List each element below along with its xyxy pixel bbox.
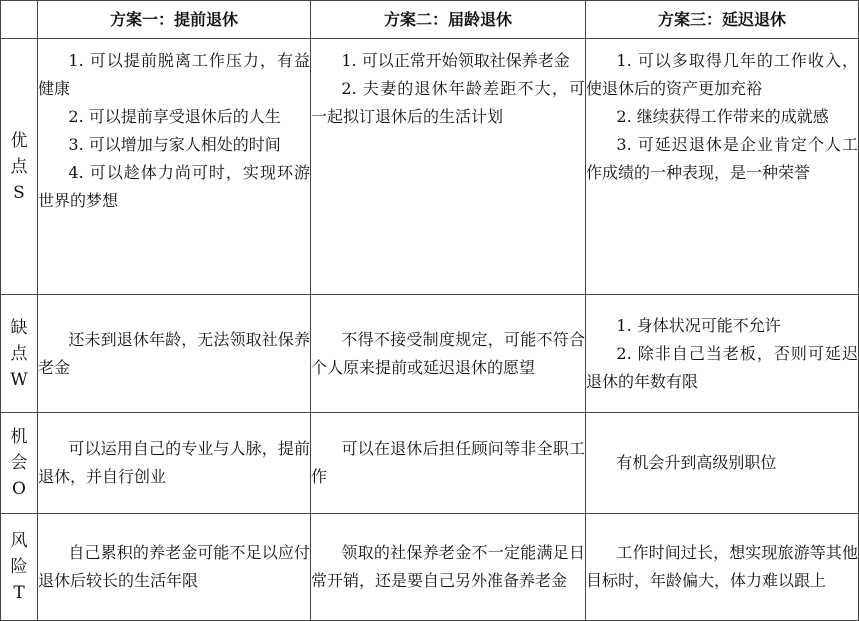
cell-weaknesses-plan-1: 还未到退休年龄，无法领取社保养老金: [38, 295, 311, 413]
cell-threats-plan-2: 领取的社保养老金不一定能满足日常开销，还是要自己另外准备养老金: [311, 514, 586, 621]
cell-opportunities-plan-2: 可以在退休后担任顾问等非全职工作: [311, 413, 586, 514]
row-opportunities: [1, 413, 859, 514]
row-weaknesses: [1, 295, 859, 413]
row-strengths: [1, 39, 859, 295]
corner-cell: [1, 1, 38, 39]
cell-opportunities-plan-3: 有机会升到高级别职位: [586, 413, 859, 514]
row-label-threats: 风 险 T: [1, 514, 38, 621]
cell-weaknesses-plan-3: 1. 身体状况可能不允许 2. 除非自己当老板，否则可延迟退休的年数有限: [586, 295, 859, 413]
header-plan-3: 方案三：延迟退休: [586, 1, 859, 39]
header-plan-1: 方案一：提前退休: [38, 1, 311, 39]
cell-threats-plan-1: 自己累积的养老金可能不足以应付退休后较长的生活年限: [38, 514, 311, 621]
cell-weaknesses-plan-2: 不得不接受制度规定，可能不符合个人原来提前或延迟退休的愿望: [311, 295, 586, 413]
cell-strengths-plan-2: 1. 可以正常开始领取社保养老金 2. 夫妻的退休年龄差距不大，可一起拟订退休后的生活计划: [311, 39, 586, 295]
cell-threats-plan-3: 工作时间过长，想实现旅游等其他目标时，年龄偏大，体力难以跟上: [586, 514, 859, 621]
header-row: [1, 1, 859, 39]
cell-strengths-plan-3: 1. 可以多取得几年的工作收入，使退休后的资产更加充裕 2. 继续获得工作带来的成就感 3. 可延迟退休是企业肯定个人工作成绩的一种表现，是一种荣誉: [586, 39, 859, 295]
row-label-opportunities: 机 会 O: [1, 413, 38, 514]
cell-opportunities-plan-1: 可以运用自己的专业与人脉，提前退休，并自行创业: [38, 413, 311, 514]
cell-strengths-plan-1: 1. 可以提前脱离工作压力，有益健康 2. 可以提前享受退休后的人生 3. 可以增加与家人相处的时间 4. 可以趁体力尚可时，实现环游世界的梦想: [38, 39, 311, 295]
row-label-strengths: 优 点 S: [1, 39, 38, 295]
row-label-weaknesses: 缺 点 W: [1, 295, 38, 413]
row-threats: [1, 514, 859, 621]
header-plan-2: 方案二：届龄退休: [311, 1, 586, 39]
